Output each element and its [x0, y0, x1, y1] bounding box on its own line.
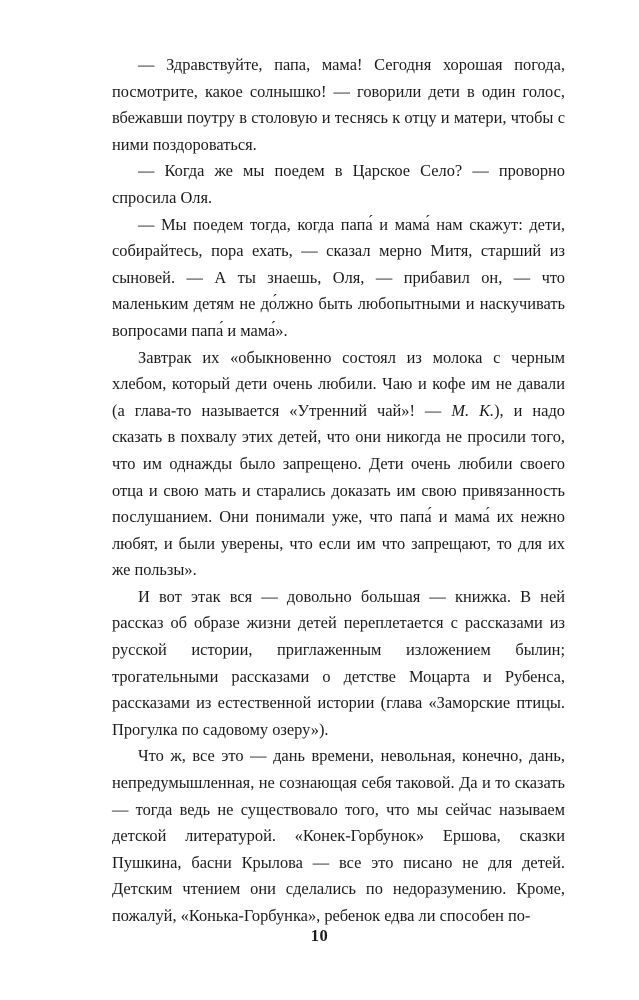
paragraph-2: — Когда же мы поедем в Царское Село? — проворно спросила Оля.: [112, 161, 565, 207]
page-body: [112, 52, 565, 930]
paragraph-3: — Мы поедем тогда, когда папа́ и мама́ нам скажут: дети, собирайтесь, пора ехать, — сказал мерно Митя, старший из сыновей. — А ты знаешь, Оля, — прибавил он, — что маленьким детям не до́лжно быть любопытными и наскучивать вопросами папа́ и мама́».: [112, 214, 565, 340]
paragraph-1: — Здравствуйте, папа, мама! Сегодня хорошая погода, посмотрите, какое солнышко! — говорили дети в один голос, вбежавши поутру в столовую и теснясь к отцу и матери, чтобы с ними поздороваться.: [112, 55, 565, 154]
attribution-italic: М. К.: [451, 400, 495, 420]
paragraph-6: Что ж, все это — дань времени, невольная, конечно, дань, непредумышленная, не сознающая себя таковой. Да и то сказать — тогда ведь не существовало того, что мы сейчас называем детской литературой. «Конек-Горбунок» Ершова, сказки Пушкина, басни Крылова — все это писано не для детей. Детским чтением они сделались по недоразумению. Кроме, пожалуй, «Конька-Горбунка», ребенок едва ли способен по-: [112, 746, 565, 925]
page-number: 10: [310, 926, 329, 945]
paragraph-4: Завтрак их «обыкновенно состоял из молока с черным хлебом, который дети очень любили. Чаю и кофе им не давали (а глава-то называется «Утренний чай»! — М. К.), и надо сказать в похвалу этих детей, что они никогда не просили того, что им однажды было запрещено. Дети очень любили своего отца и свою мать и старались доказать им свою привязанность послушанием. Они понимали уже, что папа́ и мама́ их нежно любят, и были уверены, что если им что запрещают, то для их же пользы».: [112, 347, 565, 580]
paragraph-5: И вот этак вся — довольно большая — книжка. В ней рассказ об образе жизни детей переплетается с рассказами из русской истории, приглаженным изложением былин; трогательными рассказами о детстве Моцарта и Рубенса, рассказами из естественной истории (глава «Заморские птицы. Прогулка по садовому озеру»).: [112, 586, 565, 739]
